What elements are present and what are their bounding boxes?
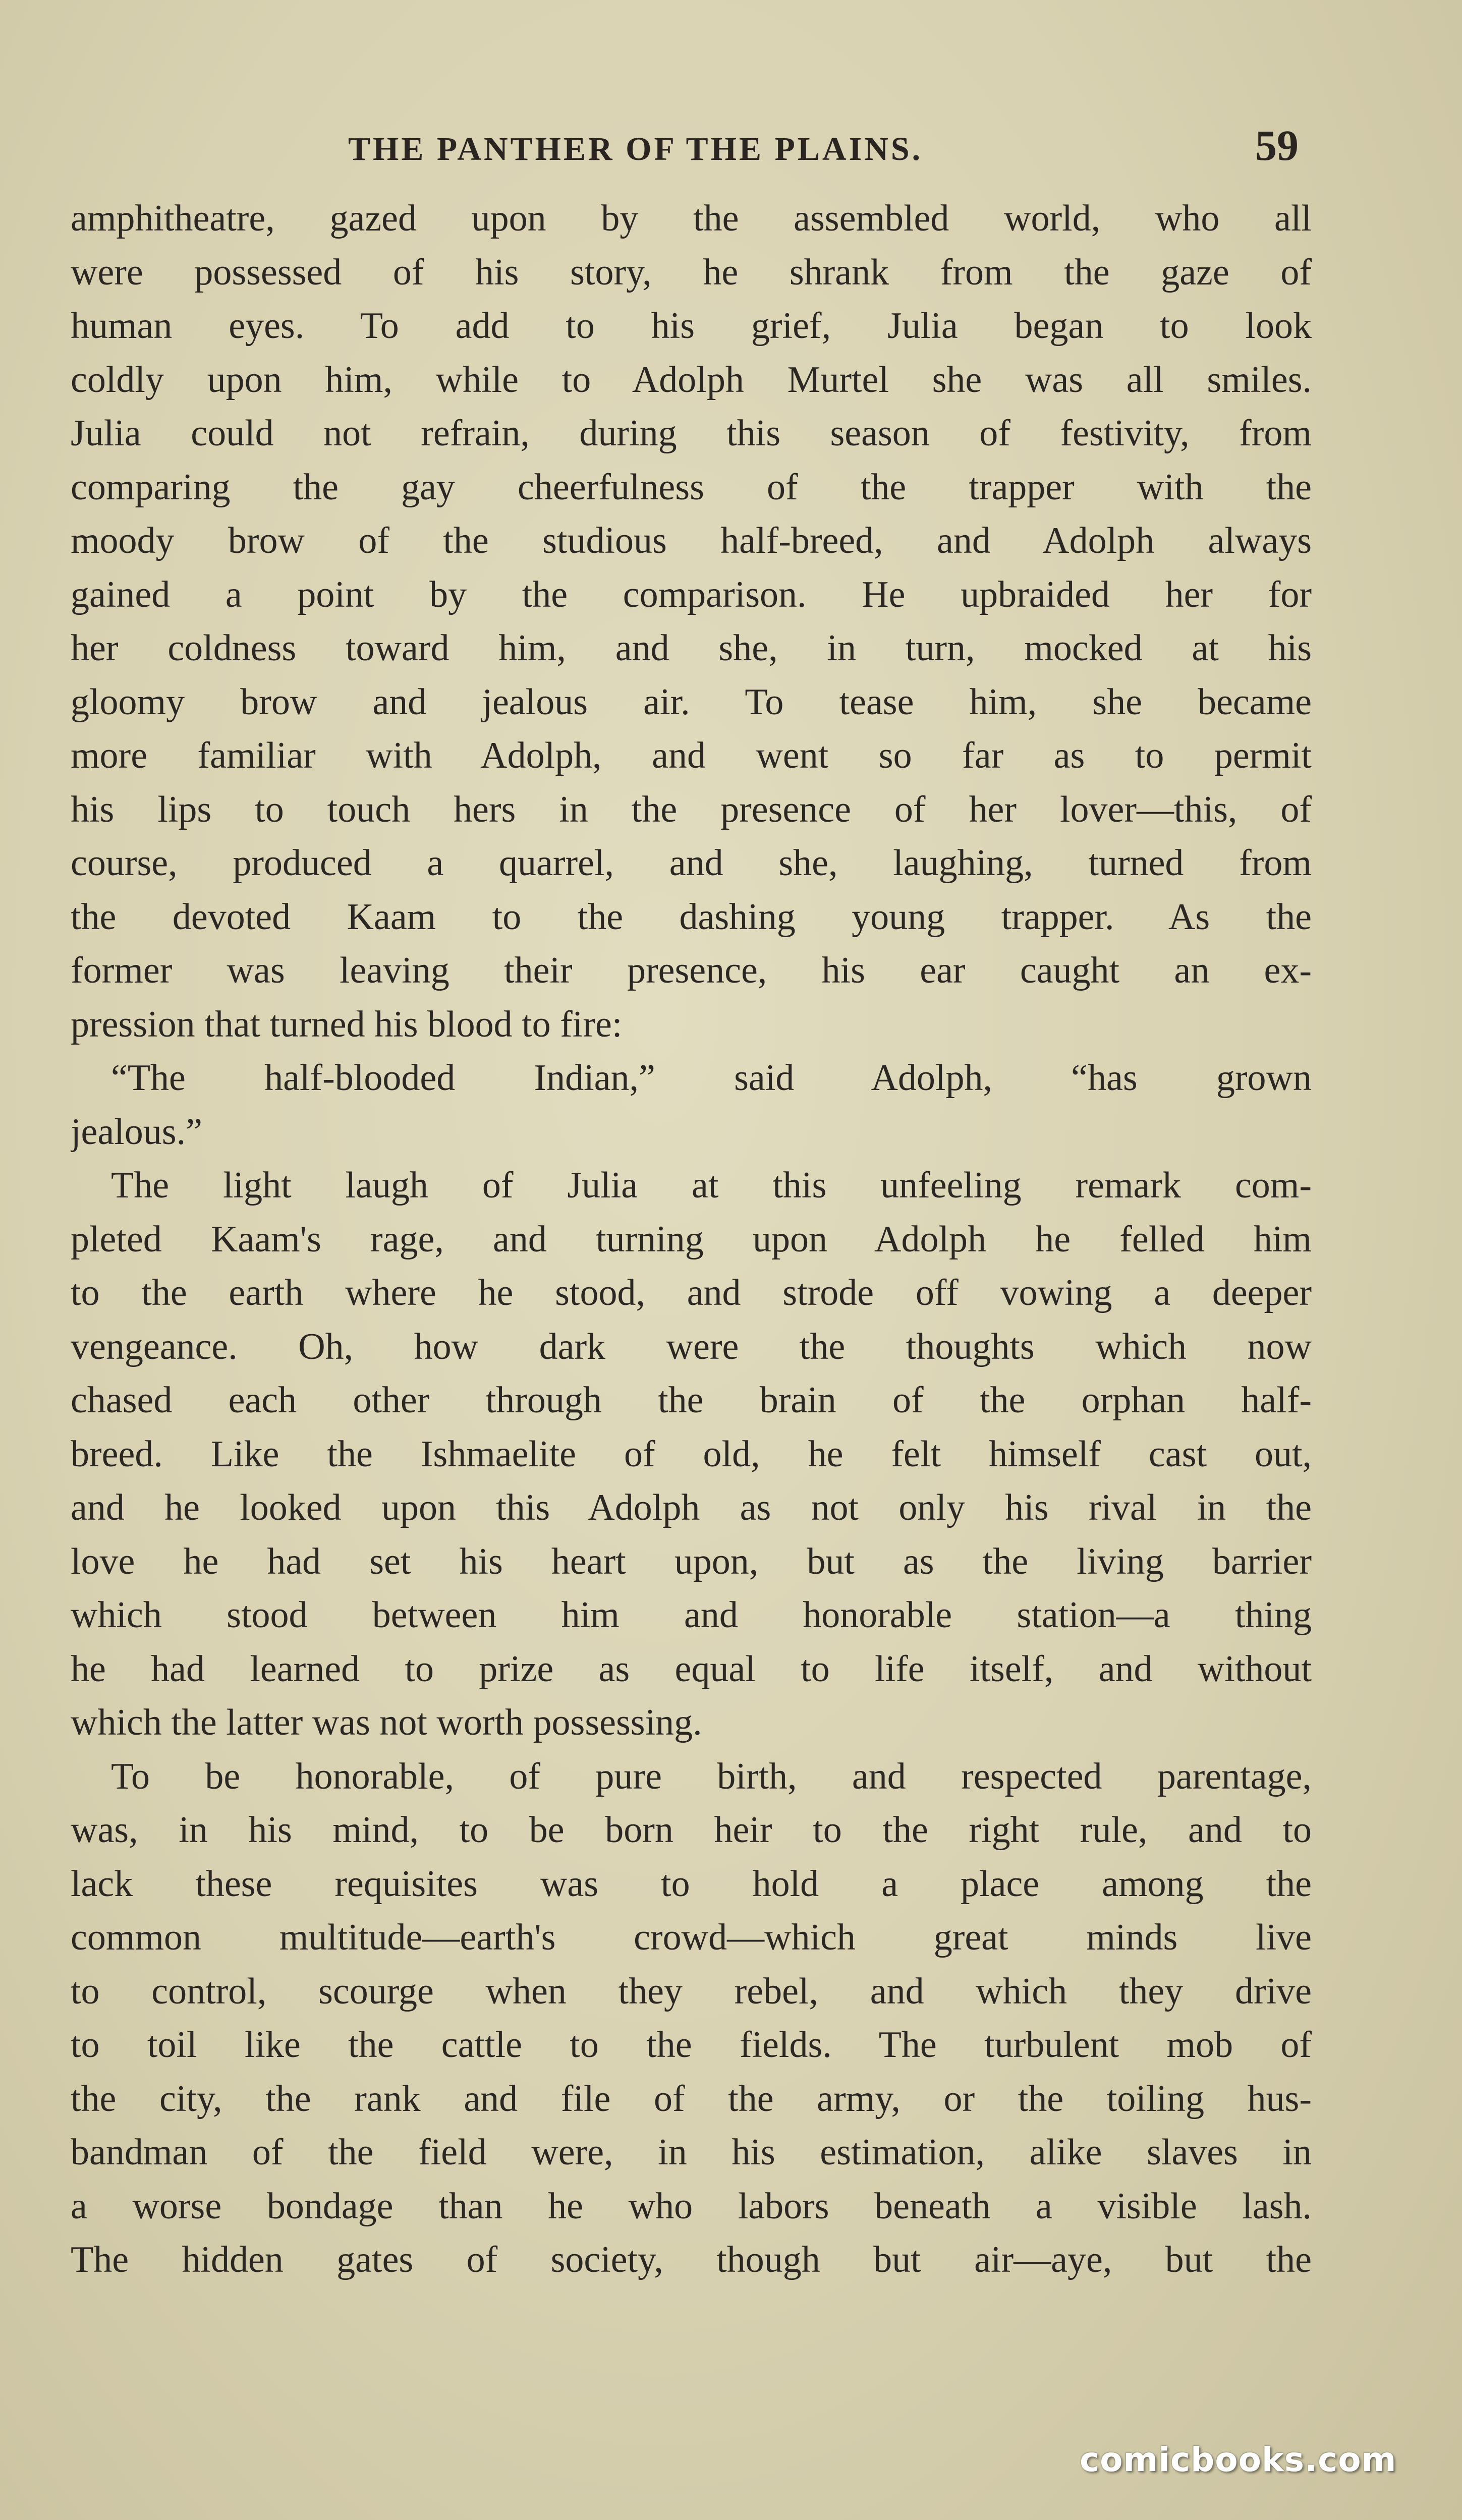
text-line: course, produced a quarrel, and she, laughing, turned from bbox=[71, 842, 1312, 884]
text-line: pleted Kaam's rage, and turning upon Adolph he felled him bbox=[71, 1218, 1312, 1260]
text-line: breed. Like the Ishmaelite of old, he felt himself cast out, bbox=[71, 1433, 1312, 1475]
text-line: comparing the gay cheerfulness of the trapper with the bbox=[71, 466, 1312, 508]
text-line: coldly upon him, while to Adolph Murtel she was all smiles. bbox=[71, 359, 1312, 400]
text-line: vengeance. Oh, how dark were the thoughts which now bbox=[71, 1326, 1312, 1367]
text-line: The light laugh of Julia at this unfeeling remark com- bbox=[111, 1165, 1312, 1206]
page-number: 59 bbox=[1255, 121, 1299, 169]
text-line: love he had set his heart upon, but as the living barrier bbox=[71, 1540, 1312, 1582]
text-line: moody brow of the studious half-breed, and Adolph always bbox=[71, 520, 1312, 561]
text-line: he had learned to prize as equal to life itself, and without bbox=[71, 1648, 1312, 1690]
text-line: amphitheatre, gazed upon by the assembled world, who all bbox=[71, 198, 1312, 239]
text-line: lack these requisites was to hold a place among the bbox=[71, 1863, 1312, 1905]
running-head bbox=[0, 120, 1462, 181]
text-line: which stood between him and honorable station—a thing bbox=[71, 1594, 1312, 1636]
text-line: The hidden gates of society, though but air—aye, but the bbox=[71, 2239, 1312, 2280]
text-line: were possessed of his story, he shrank from the gaze of bbox=[71, 251, 1312, 293]
text-line: “The half-blooded Indian,” said Adolph, “has grown bbox=[111, 1057, 1312, 1099]
text-line: and he looked upon this Adolph as not only his rival in the bbox=[71, 1487, 1312, 1528]
text-line: common multitude—earth's crowd—which great minds live bbox=[71, 1917, 1312, 1958]
text-line: the city, the rank and file of the army, or the toiling hus- bbox=[71, 2078, 1312, 2120]
text-line: human eyes. To add to his grief, Julia began to look bbox=[71, 305, 1312, 347]
running-title: THE PANTHER OF THE PLAINS. bbox=[348, 131, 923, 167]
text-line: to toil like the cattle to the fields. The turbulent mob of bbox=[71, 2024, 1312, 2066]
text-line: more familiar with Adolph, and went so far as to permit bbox=[71, 735, 1312, 776]
text-line: to the earth where he stood, and strode off vowing a deeper bbox=[71, 1272, 1312, 1313]
text-line: gained a point by the comparison. He upbraided her for bbox=[71, 574, 1312, 615]
text-line: to control, scourge when they rebel, and which they drive bbox=[71, 1970, 1312, 2012]
text-line: the devoted Kaam to the dashing young trapper. As the bbox=[71, 896, 1312, 938]
text-line: jealous.” bbox=[71, 1111, 202, 1153]
text-line: pression that turned his blood to fire: bbox=[71, 1003, 623, 1045]
text-line: which the latter was not worth possessing. bbox=[71, 1702, 702, 1743]
text-line: gloomy brow and jealous air. To tease him, she became bbox=[71, 681, 1312, 723]
text-line: was, in his mind, to be born heir to the right rule, and to bbox=[71, 1809, 1312, 1851]
text-line: her coldness toward him, and she, in turn, mocked at his bbox=[71, 627, 1312, 669]
text-line: chased each other through the brain of the orphan half- bbox=[71, 1380, 1312, 1421]
text-line: former was leaving their presence, his ear caught an ex- bbox=[71, 950, 1312, 991]
text-line: To be honorable, of pure birth, and respected parentage, bbox=[111, 1755, 1312, 1797]
text-line: bandman of the field were, in his estimation, alike slaves in bbox=[71, 2132, 1312, 2173]
text-line: his lips to touch hers in the presence of her lover—this, of bbox=[71, 788, 1312, 830]
text-line: a worse bondage than he who labors beneath a visible lash. bbox=[71, 2185, 1312, 2227]
body-text bbox=[71, 192, 1312, 2287]
watermark: comicbooks.com bbox=[1080, 2440, 1397, 2479]
text-line: Julia could not refrain, during this season of festivity, from bbox=[71, 413, 1312, 454]
